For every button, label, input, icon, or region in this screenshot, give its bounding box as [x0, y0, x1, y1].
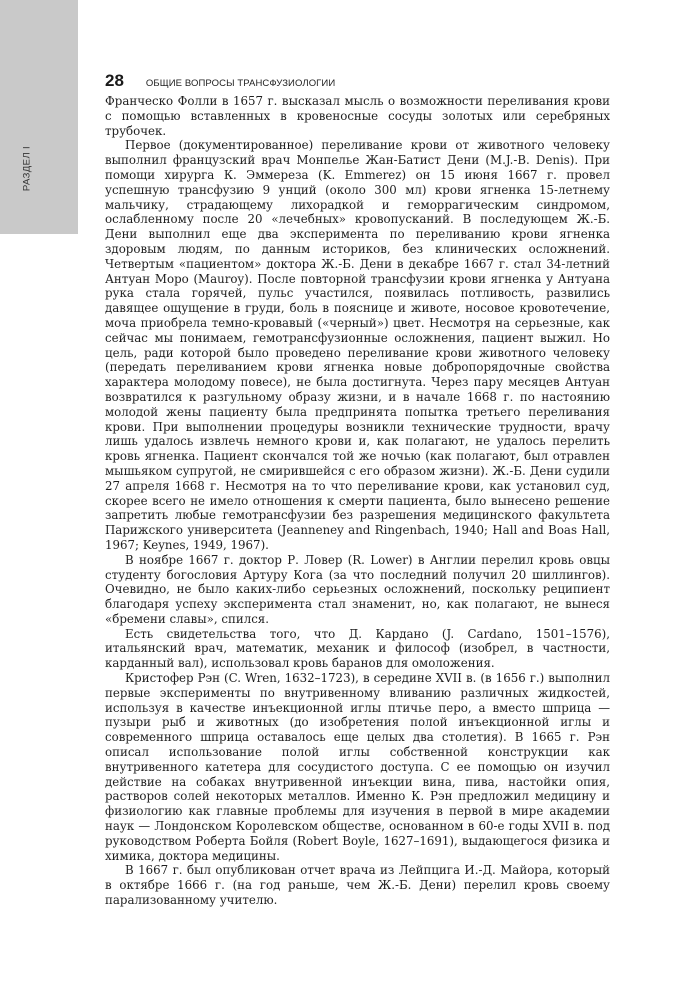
paragraph: Кристофер Рэн (C. Wren, 1632–1723), в середине XVII в. (в 1656 г.) выполнил первые эксперименты по внутривенному вливанию различных жидкостей, используя в качестве инъекционной иглы птичье перо, а вместо шприца — пузыри рыб и животных (до изобретения полой инъекционной иглы и современного шприца оставалось еще целых два столетия). В 1665 г. Рэн описал использование полой иглы собственной конструкции как внутривенного катетера для сосудистого доступа. С ее помощью он изучил действие на собаках внутривенной инъекции вина, пива, настойки опия, растворов солей некоторых металлов. Именно К. Рэн предложил медицину и физиологию как главные проблемы для изучения в первой в мире академии наук — Лондонском Королевском обществе, основанном в 60-е годы XVII в. под руководством Роберта Бойля (Robert Boyle, 1627–1691), выдающегося физика и химика, доктора медицины. [105, 671, 610, 863]
paragraph: В 1667 г. был опубликован отчет врача из Лейпцига И.-Д. Майора, который в октябре 1666 г. (на год раньше, чем Ж.-Б. Дени) перелил кровь своему парализованному учителю. [105, 863, 610, 908]
paragraph: В ноябре 1667 г. доктор Р. Ловер (R. Lower) в Англии перелил кровь овцы студенту богословия Артуру Кога (за что последний получил 20 шиллингов). Очевидно, не было каких-либо серьезных осложнений, поскольку реципиент благодаря успеху эксперимента стал знаменит, но, как полагают, не вынеся «бремени славы», спился. [105, 552, 610, 626]
running-head: ОБЩИЕ ВОПРОСЫ ТРАНСФУЗИОЛОГИИ [145, 78, 336, 89]
section-side-tab [0, 0, 78, 234]
page-header [105, 71, 335, 91]
paragraph: Есть свидетельства того, что Д. Кардано (J. Cardano, 1501–1576), итальянский врач, математик, механик и философ (изобрел, в частности, карданный вал), использовал кровь баранов для омоложения. [105, 626, 610, 671]
paragraph: Франческо Фолли в 1657 г. высказал мысль о возможности переливания крови с помощью вставленных в кровеносные сосуды золотых или серебряных трубочек. [105, 94, 610, 138]
body-text [105, 94, 610, 908]
paragraph: Первое (документированное) переливание крови от животного человеку выполнил французский врач Монпелье Жан-Батист Дени (M.J.-B. Denis). При помощи хирурга К. Эммереза (K. Emmerez) он 15 июня 1667 г. провел успешную трансфузию 9 унций (около 300 мл) крови ягненка 15-летнему мальчику, страдающему лихорадкой и геморрагическим синдромом, ослабленному после 20 «лечебных» кровопусканий. В последующем Ж.-Б. Дени выполнил еще два эксперимента по переливанию крови ягненка здоровым людям, по данным историков, без клинических осложнений. Четвертым «пациентом» доктора Ж.-Б. Дени в декабре 1667 г. стал 34-летний Антуан Моро (Mauroy). После повторной трансфузии крови ягненка у Антуана рука стала горячей, пульс участился, появилась потливость, развились давящее ощущение в груди, боль в пояснице и животе, носовое кровотечение, моча приобрела темно-кровавый («черный») цвет. Несмотря на серьезные, как сейчас мы понимаем, гемотрансфузионные осложнения, пациент выжил. Но цель, ради которой было проведено переливание крови животного человеку (передать переливанием крови ягненка новые добропорядочные свойства характера молодому повесе), не была достигнута. Через пару месяцев Антуан возвратился к разгульному образу жизни, и в начале 1668 г. по настоянию молодой жены пациенту была предпринята попытка третьего переливания крови. При выполнении процедуры возникли технические трудности, врачу лишь удалось извлечь немного крови и, как полагают, не удалось перелить кровь ягненка. Пациент скончался той же ночью (как полагают, был отравлен мышьяком супругой, не смирившейся с его образом жизни). Ж.-Б. Дени судили 27 апреля 1668 г. Несмотря на то что переливание крови, как установил суд, скорее всего не имело отношения к смерти пациента, было вынесено решение запретить любые гемотрансфузии без разрешения медицинского факультета Парижского университета (Jeanneney and Ringenbach, 1940; Hall and Boas Hall, 1967; Keynes, 1949, 1967). [105, 138, 610, 552]
section-label: РАЗДЕЛ I [21, 145, 33, 192]
page-number: 28 [105, 71, 124, 90]
